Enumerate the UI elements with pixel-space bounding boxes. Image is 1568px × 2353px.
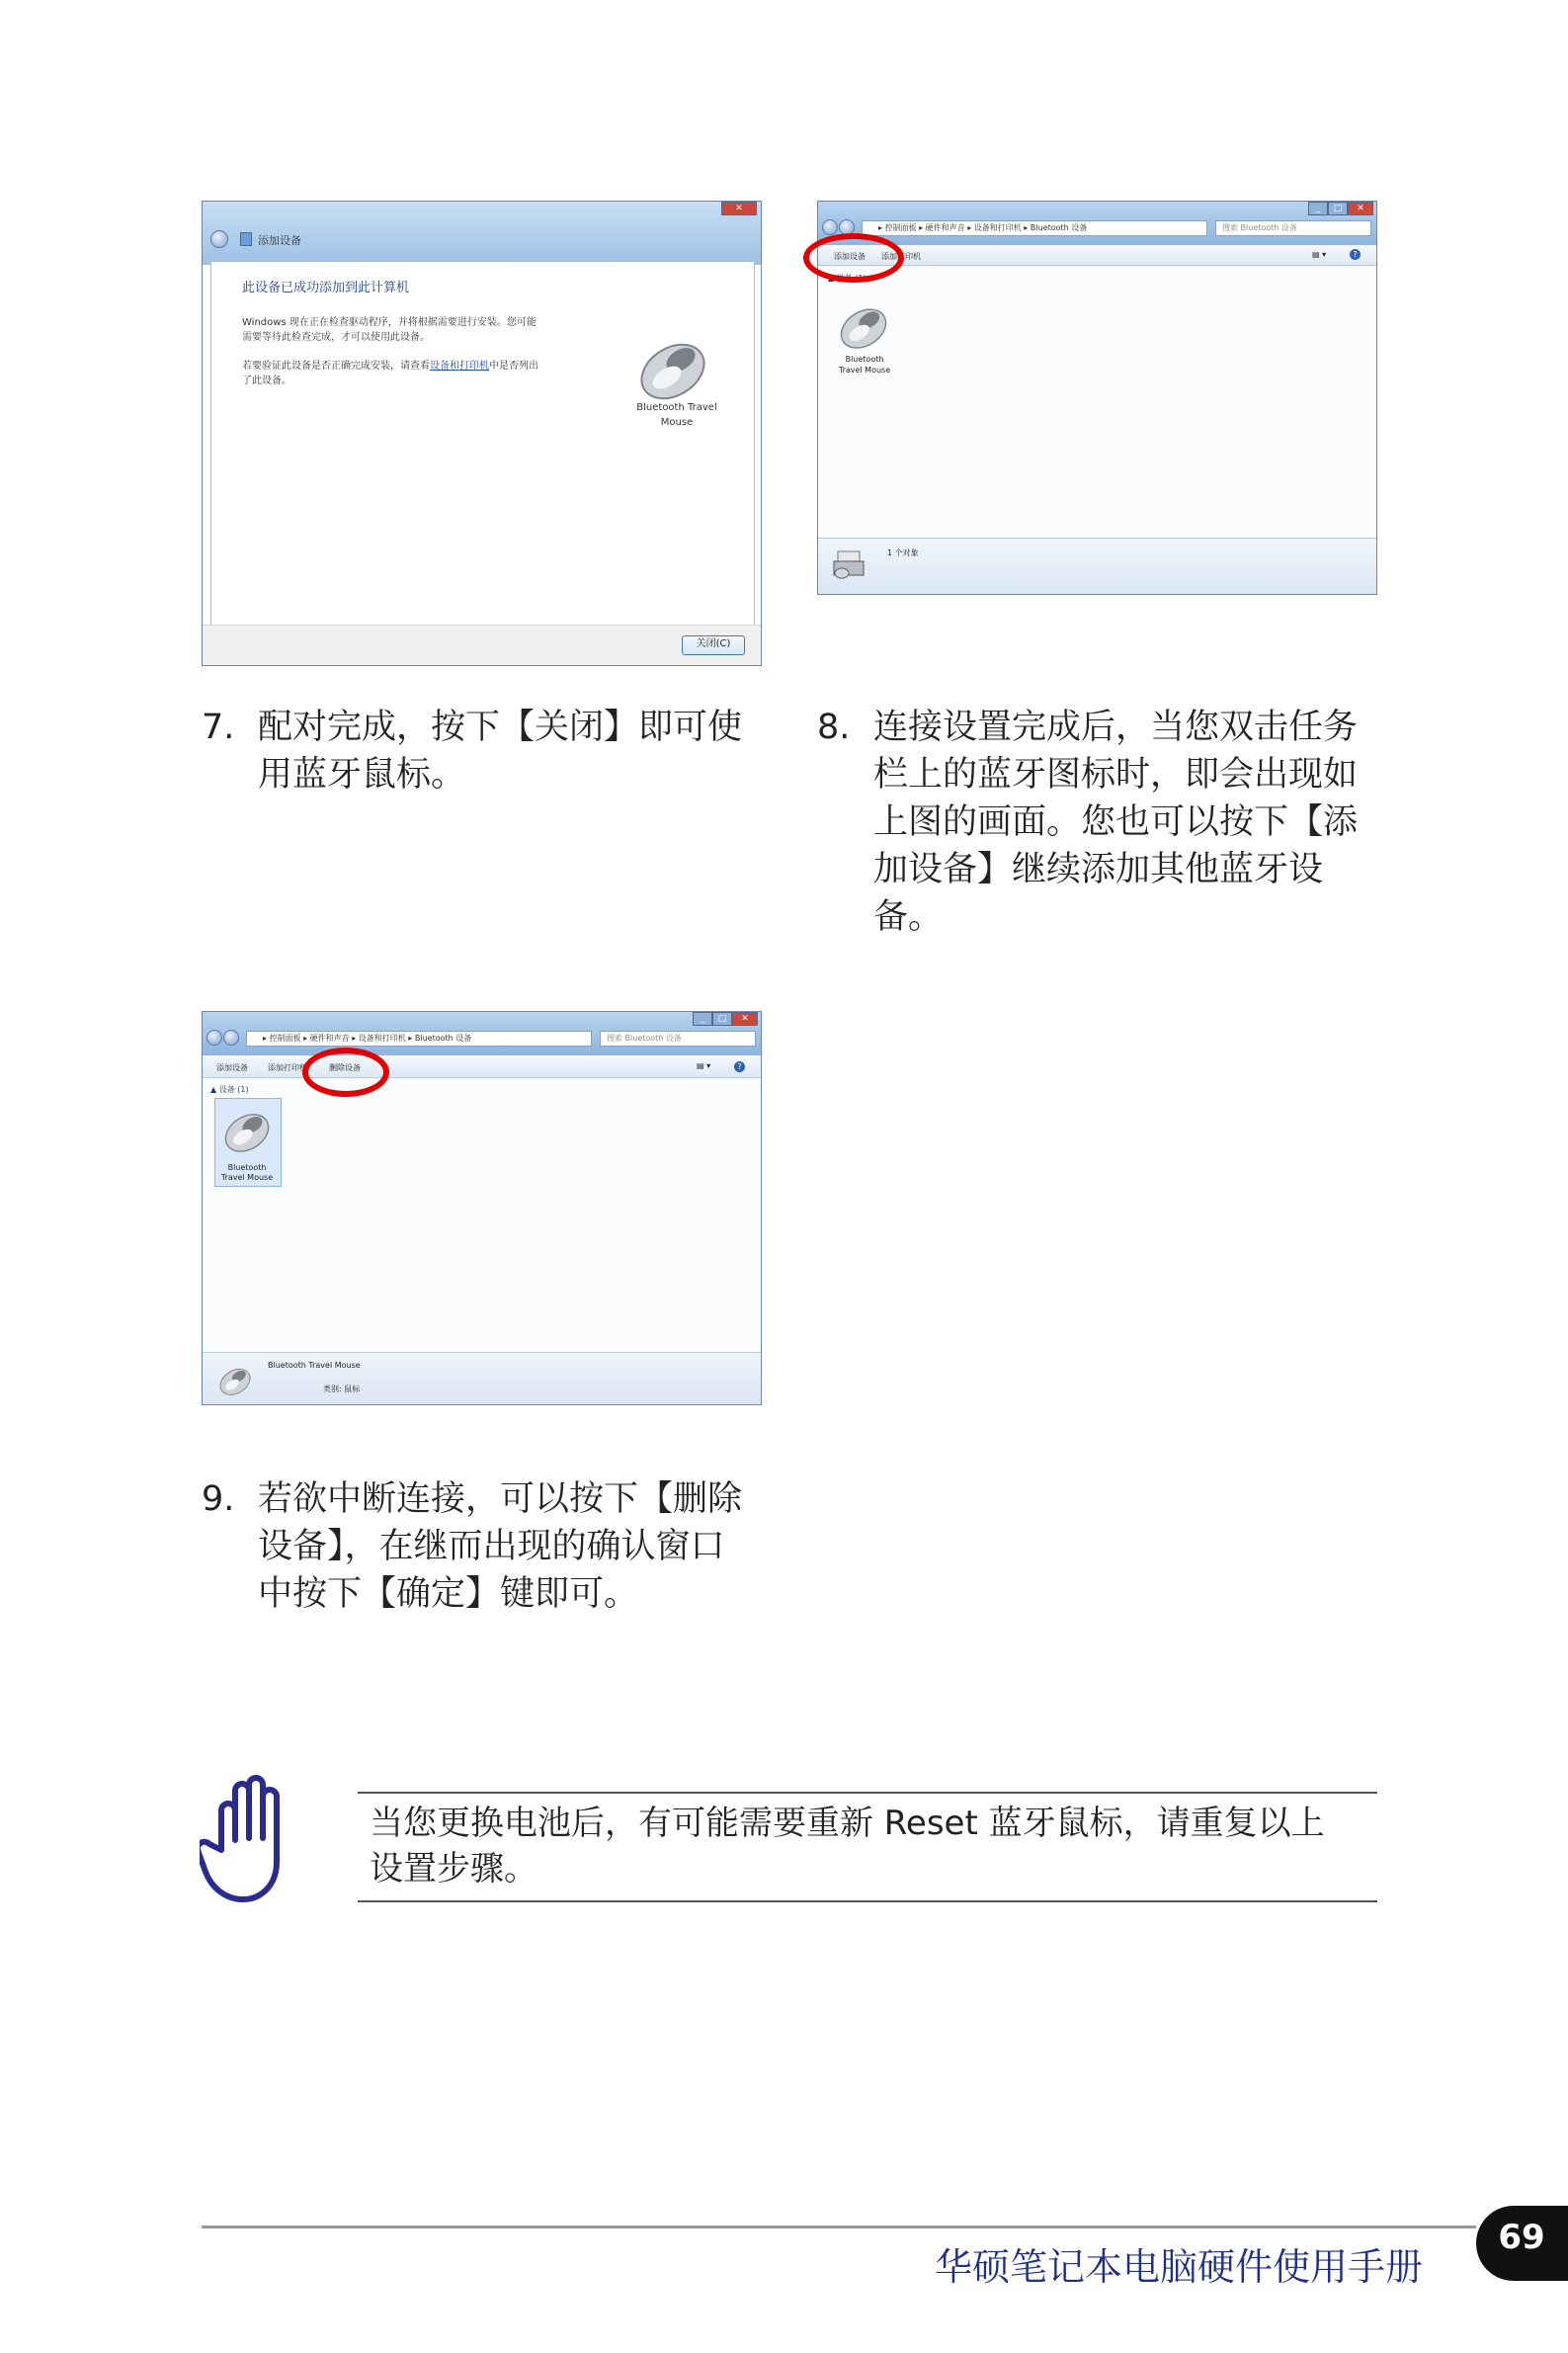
add-device-button[interactable]: 添加设备 [216,1063,248,1072]
close-dialog-button[interactable]: 关闭(C) [682,635,745,655]
note-top-rule [358,1792,1377,1794]
remove-device-button[interactable]: 删除设备 [329,1063,361,1072]
group-header[interactable]: ▲ 设备 (1) [210,1085,249,1094]
highlight-add-device-circle [803,233,904,283]
dialog-para1-line2: 需要等待此检查完成，才可以使用此设备。 [242,332,430,343]
hand-warning-icon [200,1771,294,1903]
bluetooth-mouse-icon [629,332,716,401]
remove-device-window-screenshot [202,1011,762,1405]
status-count: 1 个对象 [887,548,919,557]
dialog-footer [203,625,761,665]
page-number: 69 [1498,2218,1545,2257]
step9-number: 9. [202,1479,235,1519]
step7-number: 7. [202,708,235,747]
device-label-line2: Travel Mouse [838,366,891,375]
device-label-line1: Bluetooth [845,355,884,364]
address-bar[interactable]: ▸ 控制面板 ▸ 硬件和声音 ▸ 设备和打印机 ▸ Bluetooth 设备 [862,220,1207,236]
footer-title: 华硕笔记本电脑硬件使用手册 [934,2245,1423,2289]
step8-text [873,704,1358,941]
note-bottom-rule [358,1900,1377,1902]
dialog-heading: 此设备已成功添加到此计算机 [242,281,410,295]
close-icon: ✕ [735,204,743,213]
dialog-para2-line1 [242,357,538,372]
device-name-line2: Mouse [660,417,694,428]
note-line2: 设置步骤。 [370,1849,537,1889]
details-device-name: Bluetooth Travel Mouse [268,1361,361,1370]
step8-number: 8. [817,708,851,747]
dialog-title: 添加设备 [258,234,301,247]
step8-line3: 上图的画面。您也可以按下【添 [873,802,1359,842]
device-label-line2: Travel Mouse [220,1173,274,1182]
window-close-button[interactable]: ✕ [732,1012,758,1026]
back-button[interactable] [206,1030,222,1046]
dialog-app-icon [240,232,252,246]
view-options-button[interactable]: ▤ ▾ [697,1061,711,1070]
step9-line2: 设备】，在继而出现的确认窗口 [258,1527,725,1566]
devices-printers-link[interactable]: 设备和打印机 [430,361,489,372]
address-bar[interactable]: ▸ 控制面板 ▸ 硬件和声音 ▸ 设备和打印机 ▸ Bluetooth 设备 [246,1031,592,1047]
note-text [370,1801,1325,1891]
dialog-para2-text-after: 中是否列出 [489,361,538,372]
step9-text [258,1475,742,1618]
minimize-button[interactable]: _ [693,1012,712,1026]
dialog-para1-line1: Windows 现在正在检查驱动程序，并将根据需要进行安装。您可能 [242,317,536,328]
step9-line3: 中按下【确定】键即可。 [258,1574,639,1614]
window-close-button[interactable]: ✕ [1348,202,1373,215]
step9-line1: 若欲中断连接，可以按下【删除 [258,1479,743,1519]
devices-folder-icon [830,547,869,581]
step8-line1: 连接设置完成后，当您双击任务 [873,708,1359,747]
group-header[interactable]: ▲ 设备 (1) [828,274,867,283]
search-box[interactable]: 搜索 Bluetooth 设备 [600,1031,756,1047]
details-device-category: 类别: 鼠标 [323,1385,361,1393]
step7-line1: 配对完成，按下【关闭】即可使 [258,708,743,747]
step7-line2: 用蓝牙鼠标。 [258,755,466,795]
footer-rule [202,2226,1476,2228]
step7-text [258,704,742,798]
add-printer-button[interactable]: 添加打印机 [268,1063,307,1072]
step8-line4: 加设备】继续添加其他蓝牙设 [873,850,1324,889]
step9-caption [202,1475,775,1624]
dialog-para2-line2: 了此设备。 [242,376,291,386]
device-label-line1: Bluetooth [227,1163,267,1172]
add-device-dialog-screenshot [202,201,762,666]
back-button[interactable] [822,219,838,235]
details-pane [818,538,1376,594]
note-line1: 当您更换电池后，有可能需要重新 Reset 蓝牙鼠标，请重复以上 [370,1804,1325,1843]
selected-mouse-icon [214,1363,256,1396]
back-button[interactable] [210,230,228,248]
bluetooth-mouse-icon[interactable] [832,300,895,350]
highlight-remove-device-circle [302,1048,389,1097]
step7-caption [202,704,775,802]
maximize-button[interactable]: □ [1328,202,1348,215]
details-pane [203,1352,761,1404]
forward-button[interactable] [223,1030,239,1046]
device-name-line1: Bluetooth Travel [636,402,717,413]
close-button[interactable] [721,202,757,215]
bluetooth-mouse-icon [216,1106,278,1153]
view-options-button[interactable]: ▤ ▾ [1312,250,1327,259]
help-icon[interactable]: ? [1350,249,1361,260]
add-printer-button[interactable]: 添加打印机 [881,252,921,261]
step8-line5: 备。 [873,897,944,937]
step8-line2: 栏上的蓝牙图标时，即会出现如 [873,755,1359,795]
dialog-para2-text: 若要验证此设备是否正确完成安装，请查看 [242,361,430,372]
add-device-button[interactable]: 添加设备 [834,252,866,261]
maximize-button[interactable]: □ [712,1012,732,1026]
help-icon[interactable]: ? [734,1061,745,1072]
step8-caption [817,704,1390,951]
search-box[interactable]: 搜索 Bluetooth 设备 [1215,220,1371,236]
minimize-button[interactable]: _ [1308,202,1328,215]
